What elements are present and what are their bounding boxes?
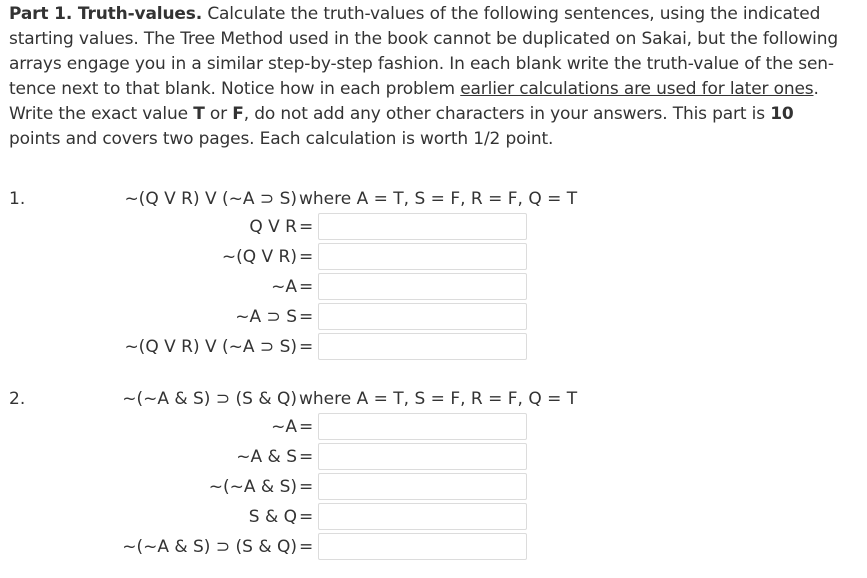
instructions-text-4: , do not add any other characters in your answers. This part is (243, 103, 771, 124)
step-label: ~A & S (236, 447, 297, 467)
answer-input[interactable] (318, 303, 527, 330)
equals-sign: = (299, 447, 314, 467)
answer-input[interactable] (318, 273, 527, 300)
problem-sentence: ~(Q V R) V (~A ⊃ S) (124, 189, 297, 209)
instructions-text-3: or (204, 103, 233, 124)
instructions-underlined: earlier calculations are used for later ones (460, 78, 814, 99)
problem-number: 1. (9, 189, 26, 209)
step-label: Q V R (249, 217, 297, 237)
problem-sentence: ~(~A & S) ⊃ (S & Q) (122, 389, 297, 409)
answer-input[interactable] (318, 213, 527, 240)
equals-sign: = (299, 417, 314, 437)
equals-sign: = (299, 507, 314, 527)
equals-sign: = (299, 247, 314, 267)
part-title (9, 4, 202, 24)
instructions-text-5: points and covers two pages. Each calculation is worth 1/2 point. (9, 128, 554, 149)
equals-sign: = (299, 217, 314, 237)
equals-sign: = (299, 537, 314, 557)
instructions (9, 2, 839, 151)
answer-input[interactable] (318, 503, 527, 530)
points-value: 10 (770, 103, 794, 124)
step-label: ~(~A & S) (208, 477, 297, 497)
value-f: F (232, 103, 244, 124)
equals-sign: = (299, 307, 314, 327)
instructions-text-2: . Write the exact value (9, 78, 819, 124)
answer-input[interactable] (318, 413, 527, 440)
answer-input[interactable] (318, 243, 527, 270)
step-label: ~A (271, 417, 297, 437)
equals-sign: = (299, 477, 314, 497)
step-label: ~(Q V R) V (~A ⊃ S) (124, 337, 297, 357)
step-label: ~A ⊃ S (235, 307, 297, 327)
part-title-period: . (195, 4, 203, 24)
step-label: ~(Q V R) (221, 247, 297, 267)
step-label: ~(~A & S) ⊃ (S & Q) (122, 537, 297, 557)
step-label: S & Q (248, 507, 297, 527)
instructions-text-1: Calculate the truth-values of the following sentences, using the indicated starting values. The Tree Method used in the book cannot be duplicated on Sakai, but the following arrays engage you in a similar step-by-step fashion. In each blank write the truth-value of the sen- tence next to that blank. Notice how in each problem (9, 4, 838, 99)
answer-input[interactable] (318, 533, 527, 560)
answer-input[interactable] (318, 473, 527, 500)
problem-number: 2. (9, 389, 26, 409)
value-t: T (193, 103, 205, 124)
part-title-text: Part 1. Truth-values (9, 4, 196, 24)
answer-input[interactable] (318, 333, 527, 360)
equals-sign: = (299, 337, 314, 357)
problem-where-values: where A = T, S = F, R = F, Q = T (299, 189, 578, 209)
step-label: ~A (271, 277, 297, 297)
problem-where-values: where A = T, S = F, R = F, Q = T (299, 389, 578, 409)
equals-sign: = (299, 277, 314, 297)
answer-input[interactable] (318, 443, 527, 470)
